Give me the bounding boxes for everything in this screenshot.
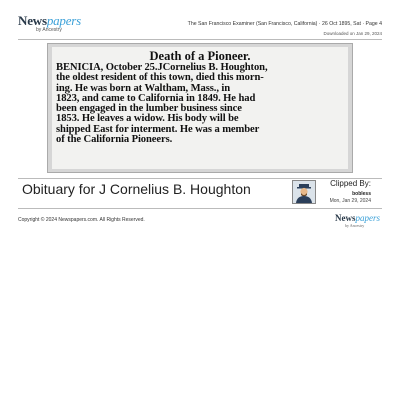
divider — [18, 208, 382, 209]
clipping-body-text: BENICIA, October 25.JCornelius B. Houghton, the oldest resident of this town, died this morn- ing. He was born at Waltham, Mass., in 1823, and came to California in 1849. He had been engaged in the lumber business since 1853. He leaves a widow. His body will be shipped East for interment. He was a member of the California Pioneers. — [56, 62, 268, 146]
logo-text-main: News — [18, 13, 47, 28]
footer-logo-main: News — [335, 213, 356, 223]
divider — [18, 39, 382, 40]
footer-logo-subtitle: by Ancestry — [345, 223, 365, 228]
page-header — [18, 14, 382, 38]
user-avatar-icon[interactable] — [292, 180, 316, 204]
newspapers-logo[interactable] — [18, 14, 81, 34]
clipped-by-label: Clipped By: — [330, 179, 371, 188]
logo-text-accent: papers — [46, 13, 82, 28]
footer-logo-accent: papers — [355, 213, 380, 223]
copyright-text: Copyright © 2024 Newspapers.com. All Rights Reserved. — [18, 217, 145, 223]
footer-logo[interactable] — [335, 214, 380, 228]
clipper-username[interactable]: bobless — [352, 191, 371, 197]
clipping-title: Obituary for J Cornelius B. Houghton — [22, 181, 251, 197]
clipping-image — [52, 47, 348, 169]
divider — [18, 178, 382, 179]
download-date: Downloaded on Jan 29, 2024 — [323, 31, 382, 36]
publication-info: The San Francisco Examiner (San Francisco, California) · 26 Oct 1895, Sat · Page 4 — [187, 21, 382, 27]
clipping-headline: Death of a Pioneer. — [149, 49, 251, 63]
clip-date: Mon, Jan 29, 2024 — [329, 198, 371, 204]
clipping-image-frame — [47, 43, 353, 173]
logo-subtitle: by Ancestry — [36, 27, 62, 33]
